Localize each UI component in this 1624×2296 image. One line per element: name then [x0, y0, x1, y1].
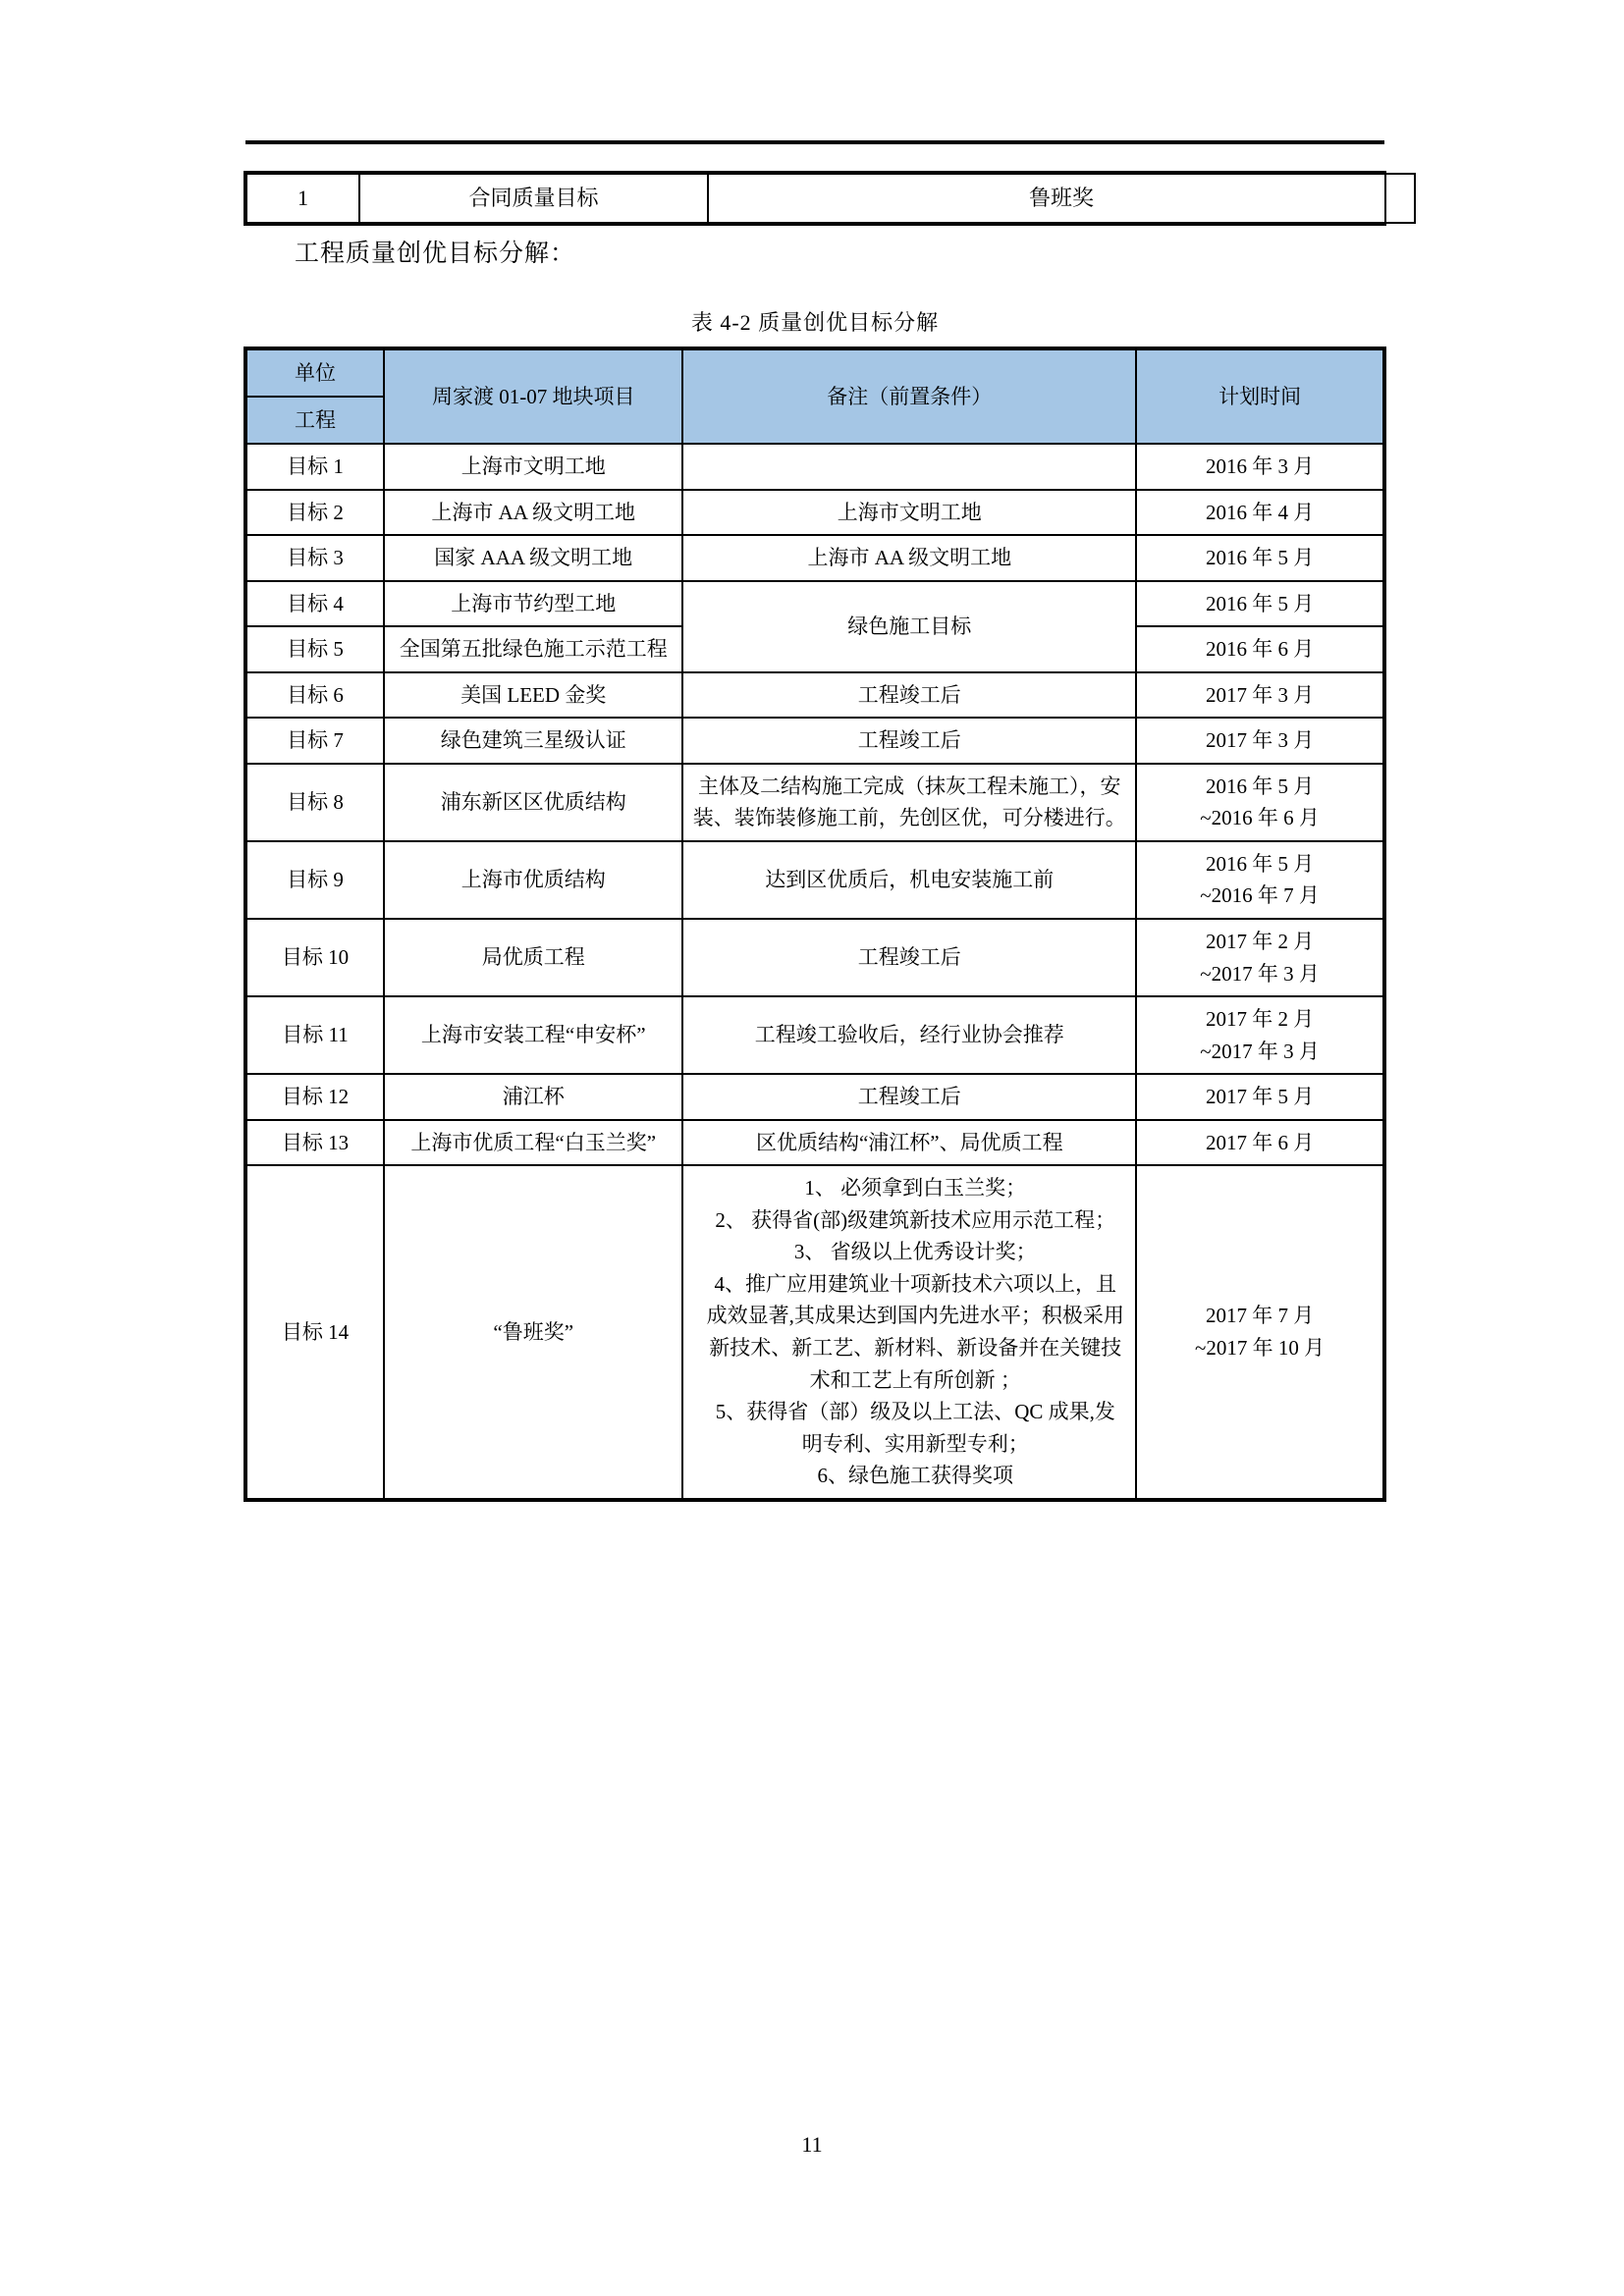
goal-label: 目标 11 [246, 996, 384, 1074]
goal-label: 目标 7 [246, 718, 384, 764]
header-rule [245, 140, 1384, 144]
table-caption: 表 4-2 质量创优目标分解 [690, 310, 940, 335]
table-row [246, 1165, 1383, 1498]
goal-time: 2017 年 2 月 ~2017 年 3 月 [1136, 919, 1383, 996]
contract-goal-table [245, 173, 1416, 224]
goal-project: 上海市节约型工地 [384, 581, 682, 627]
quality-goal-table-frame [244, 347, 1386, 1502]
goal-label: 目标 14 [246, 1165, 384, 1498]
goal-label: 目标 5 [246, 626, 384, 672]
table-row [246, 841, 1383, 919]
header-unit-line1: 单位 [246, 349, 384, 397]
header-project: 周家渡 01-07 地块项目 [384, 349, 682, 444]
goal-time: 2017 年 7 月 ~2017 年 10 月 [1136, 1165, 1383, 1498]
contract-goal-table-body [246, 174, 1415, 223]
goal-note: 上海市 AA 级文明工地 [682, 535, 1136, 581]
goal-label: 目标 13 [246, 1120, 384, 1166]
quality-goal-table-body [246, 444, 1383, 1499]
goal-note: 上海市文明工地 [682, 490, 1136, 536]
goal-note: 1、 必须拿到白玉兰奖； 2、 获得省(部)级建筑新技术应用示范工程； 3、 省级以上优秀设计奖； 4、推广应用建筑业十项新技术六项以上，且成效显著,其成果达到国内先进水平；积极采用新技术、新工艺、新材料、新设备并在关键技术和工艺上有所创新 ； 5、获得省（部）级及以上工法、QC 成果,发明专利、实用新型专利； 6、绿色施工获得奖项 [682, 1165, 1136, 1498]
goal-project: 美国 LEED 金奖 [384, 672, 682, 719]
goal-project: 国家 AAA 级文明工地 [384, 535, 682, 581]
table-row [246, 535, 1383, 581]
goal-time: 2017 年 3 月 [1136, 718, 1383, 764]
goal-note: 主体及二结构施工完成（抹灰工程未施工），安装、装饰装修施工前，先创区优，可分楼进行。 [682, 764, 1136, 841]
quality-goal-table [245, 348, 1384, 1500]
header-note: 备注（前置条件） [682, 349, 1136, 444]
goal-label: 目标 10 [246, 919, 384, 996]
contract-goal-no: 1 [246, 174, 359, 223]
goal-label: 目标 2 [246, 490, 384, 536]
goal-project: 上海市文明工地 [384, 444, 682, 490]
goal-project: 上海市 AA 级文明工地 [384, 490, 682, 536]
table-header-row-1 [246, 349, 1383, 397]
goal-project: 绿色建筑三星级认证 [384, 718, 682, 764]
goal-label: 目标 1 [246, 444, 384, 490]
table-row [246, 1074, 1383, 1120]
contract-goal-item: 合同质量目标 [359, 174, 708, 223]
contract-goal-value: 鲁班奖 [708, 174, 1415, 223]
goal-note: 达到区优质后，机电安装施工前 [682, 841, 1136, 919]
goal-project: 浦江杯 [384, 1074, 682, 1120]
table-row [246, 581, 1383, 627]
section-paragraph: 工程质量创优目标分解： [295, 240, 576, 267]
page-number: 11 [801, 2132, 823, 2157]
quality-goal-table-head [246, 349, 1383, 444]
goal-note: 工程竣工后 [682, 919, 1136, 996]
goal-note: 工程竣工后 [682, 718, 1136, 764]
table-row [246, 1120, 1383, 1166]
goal-note: 工程竣工后 [682, 1074, 1136, 1120]
table-row [246, 444, 1383, 490]
goal-time: 2016 年 5 月 [1136, 581, 1383, 627]
goal-time: 2017 年 2 月 ~2017 年 3 月 [1136, 996, 1383, 1074]
goal-time: 2016 年 4 月 [1136, 490, 1383, 536]
goal-project: 上海市优质工程“白玉兰奖” [384, 1120, 682, 1166]
goal-time: 2016 年 6 月 [1136, 626, 1383, 672]
goal-time: 2017 年 3 月 [1136, 672, 1383, 719]
table-row [246, 672, 1383, 719]
table-row [246, 996, 1383, 1074]
table-row [246, 174, 1415, 223]
goal-time: 2016 年 5 月 [1136, 535, 1383, 581]
goal-label: 目标 4 [246, 581, 384, 627]
goal-label: 目标 6 [246, 672, 384, 719]
goal-project: 局优质工程 [384, 919, 682, 996]
goal-project: 上海市安装工程“申安杯” [384, 996, 682, 1074]
goal-note: 工程竣工后 [682, 672, 1136, 719]
goal-label: 目标 3 [246, 535, 384, 581]
goal-note [682, 444, 1136, 490]
goal-project: 全国第五批绿色施工示范工程 [384, 626, 682, 672]
goal-project: 上海市优质结构 [384, 841, 682, 919]
goal-label: 目标 12 [246, 1074, 384, 1120]
goal-label: 目标 8 [246, 764, 384, 841]
table-row [246, 718, 1383, 764]
goal-time: 2017 年 6 月 [1136, 1120, 1383, 1166]
header-unit-line2: 工程 [246, 397, 384, 444]
table-row [246, 490, 1383, 536]
goal-project: 浦东新区区优质结构 [384, 764, 682, 841]
goal-time: 2017 年 5 月 [1136, 1074, 1383, 1120]
goal-note: 区优质结构“浦江杯”、局优质工程 [682, 1120, 1136, 1166]
goal-time: 2016 年 3 月 [1136, 444, 1383, 490]
table-row [246, 764, 1383, 841]
goal-time: 2016 年 5 月 ~2016 年 7 月 [1136, 841, 1383, 919]
header-time: 计划时间 [1136, 349, 1383, 444]
goal-note: 工程竣工验收后，经行业协会推荐 [682, 996, 1136, 1074]
goal-label: 目标 9 [246, 841, 384, 919]
goal-time: 2016 年 5 月 ~2016 年 6 月 [1136, 764, 1383, 841]
contract-goal-table-frame [244, 171, 1386, 226]
table-row [246, 919, 1383, 996]
goal-project: “鲁班奖” [384, 1165, 682, 1498]
goal-note: 绿色施工目标 [682, 581, 1136, 672]
